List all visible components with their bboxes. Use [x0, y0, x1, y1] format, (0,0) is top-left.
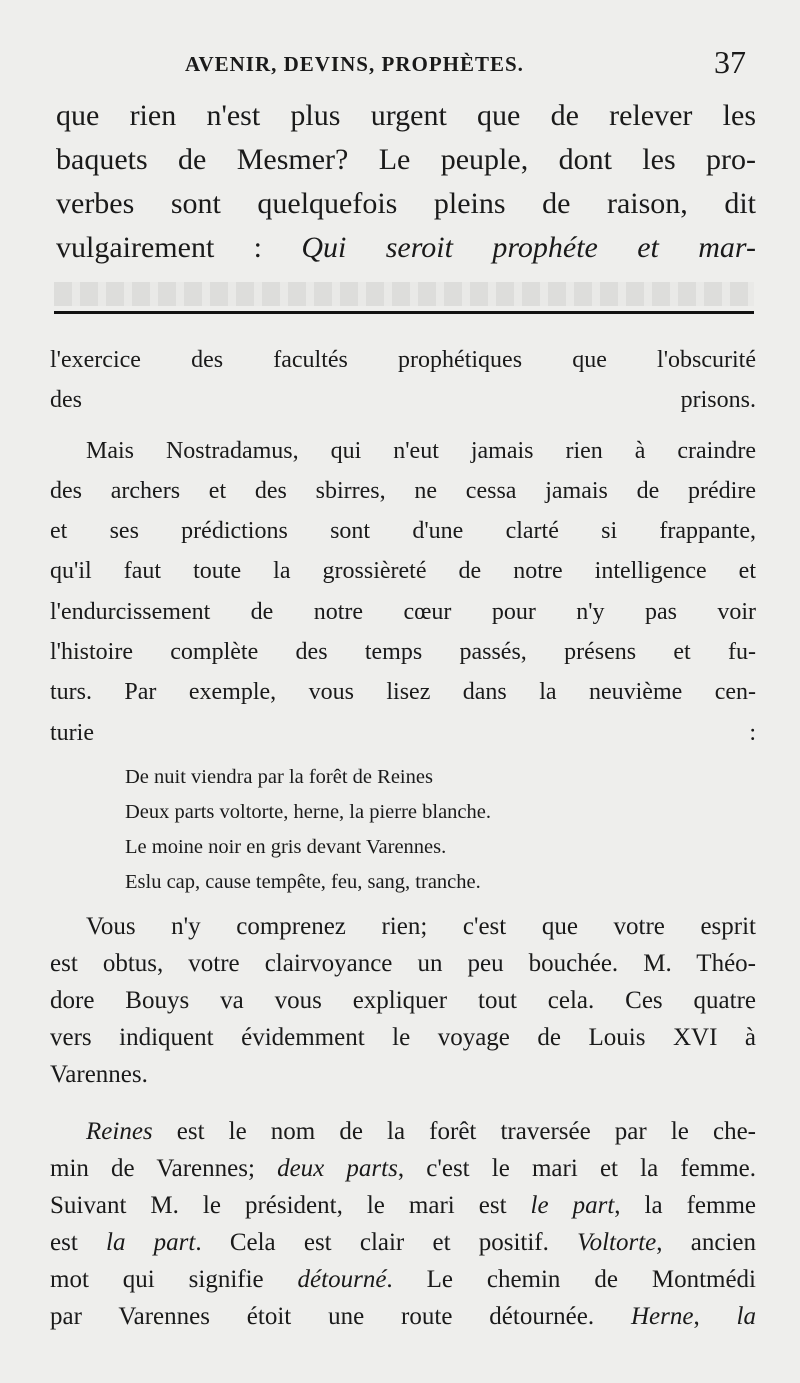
text-fragment: , c'est le mari et la femme. [397, 1155, 756, 1182]
text-line [50, 1298, 756, 1335]
paragraph [50, 340, 756, 421]
text-fragment: . Cela est clair et positif. [195, 1229, 578, 1256]
italic-fragment: la [736, 1303, 756, 1330]
italic-fragment: deux parts [277, 1155, 398, 1182]
text-line: turs. Par exemple, vous lisez dans la neuvième cen- [50, 679, 756, 706]
text-line: verbes sont quelquefois pleins de raison, dit [56, 187, 756, 220]
text-line: Varennes. [50, 1061, 148, 1088]
italic-fragment: le part [530, 1192, 615, 1219]
note-text [50, 340, 756, 753]
text-line [50, 1261, 756, 1298]
italic-fragment: détourné [297, 1266, 387, 1293]
text-line [50, 1150, 756, 1187]
text-line: turie : [50, 719, 756, 746]
verse-line: Eslu cap, cause tempête, feu, sang, tranche. [125, 871, 481, 893]
text-fragment: , [693, 1303, 737, 1330]
text-line: dore Bouys va vous expliquer tout cela. Ces quatre [50, 987, 756, 1014]
text-fragment: par Varennes étoit une route détournée. [50, 1303, 631, 1330]
italic-fragment: Herne [630, 1303, 694, 1330]
footnote-rule [54, 311, 754, 314]
text-fragment: min de Varennes; [50, 1155, 278, 1182]
text-line: que rien n'est plus urgent que de relever les [56, 99, 756, 132]
page-header [0, 44, 800, 84]
paragraph [50, 431, 756, 753]
quatrain [125, 760, 725, 900]
italic-fragment: la part [106, 1229, 196, 1256]
page-number: 37 [714, 44, 746, 80]
italic-fragment: Reines [86, 1118, 153, 1145]
verse-line: Le moine noir en gris devant Varennes. [125, 836, 447, 858]
text-line: et ses prédictions sont d'une clarté si frappante, [50, 518, 756, 545]
text-line: qu'il faut toute la grossièreté de notre intelligence et [50, 558, 756, 585]
italic-fragment: Qui seroit prophéte et mar- [301, 231, 756, 264]
text-line: l'histoire complète des temps passés, présens et fu- [50, 639, 756, 666]
text-fragment: , la femme [614, 1192, 756, 1219]
text-line: Vous n'y comprenez rien; c'est que votre esprit [86, 913, 756, 940]
text-line [50, 1187, 756, 1224]
text-line [50, 1113, 756, 1150]
text-line: est obtus, votre clairvoyance un peu bouchée. M. Théo- [50, 950, 756, 977]
text-line: vers indiquent évidemment le voyage de Louis XVI à [50, 1024, 756, 1051]
text-line: l'endurcissement de notre cœur pour n'y pas voir [50, 598, 756, 625]
text-line: des archers et des sbirres, ne cessa jamais de prédire [50, 477, 756, 504]
commentary-paragraph [50, 908, 756, 1093]
text-line [50, 1224, 756, 1261]
text-fragment: vulgairement : [56, 231, 302, 264]
text-line: des prisons. [50, 387, 756, 414]
text-fragment: Suivant M. le président, le mari est [50, 1192, 531, 1219]
running-head: AVENIR, DEVINS, PROPHÈTES. [185, 52, 524, 76]
text-fragment: est le nom de la forêt traversée par le che- [152, 1118, 756, 1145]
text-fragment: . Le chemin de Montmédi [386, 1266, 756, 1293]
commentary-paragraph-2 [50, 1113, 756, 1335]
text-fragment: mot qui signifie [50, 1266, 298, 1293]
italic-fragment: Voltorte [577, 1229, 657, 1256]
text-fragment: , ancien [656, 1229, 756, 1256]
text-line: baquets de Mesmer? Le peuple, dont les pro- [56, 143, 756, 176]
verse-line: De nuit viendra par la forêt de Reines [125, 766, 433, 788]
text-fragment: est [50, 1229, 106, 1256]
text-line [56, 226, 756, 270]
bleed-through-text [54, 282, 754, 306]
text-line: l'exercice des facultés prophétiques que l'obscurité [50, 347, 756, 373]
verse-line: Deux parts voltorte, herne, la pierre blanche. [125, 801, 491, 823]
text-line: Mais Nostradamus, qui n'eut jamais rien à craindre [86, 437, 756, 464]
main-text-top [56, 94, 756, 270]
